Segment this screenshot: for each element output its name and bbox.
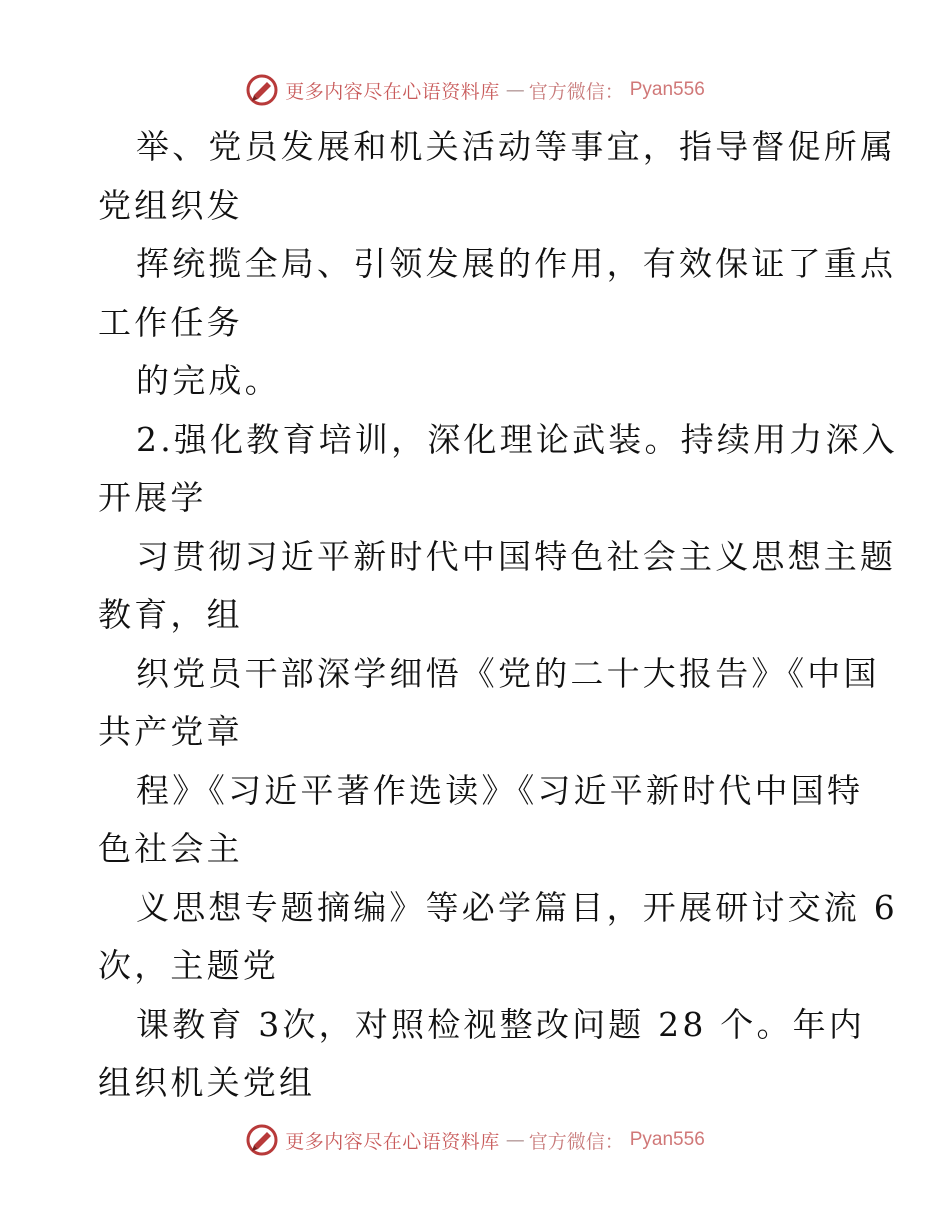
body-line: 举、党员发展和机关活动等事宜，指导督促所属 [136,127,897,166]
header-watermark-banner [0,72,950,108]
book-pen-logo-icon [245,73,279,107]
body-line: 课教育 3次，对照检视整改问题 28 个。年内 [136,1004,866,1044]
body-line: 的完成。 [136,361,281,400]
wechat-id: Pyan556 [629,79,705,100]
body-line: 习贯彻习近平新时代中国特色社会主义思想主题 [136,536,897,576]
body-line: 共产党章 [98,712,243,751]
wechat-label: 官方微信： [528,80,624,103]
body-line: 党组织发 [98,185,243,225]
body-line: 教育，组 [98,595,243,634]
site-name-text: 更多内容尽在心语资料库 [285,1130,500,1153]
book-pen-logo-icon [245,1123,279,1157]
body-line: 开展学 [98,478,207,517]
body-line: 程》《习近平著作选读》《习近平新时代中国特 [136,770,864,810]
banner-separator: — [505,1129,523,1151]
body-line: 色社会主 [98,829,243,868]
body-line: 义思想专题摘编》等必学篇目，开展研讨交流 6 [136,887,898,927]
body-line: 织党员干部深学细悟《党的二十大报告》《中国 [136,653,880,693]
body-line: 工作任务 [98,302,243,342]
footer-watermark-banner [0,1122,950,1158]
wechat-label: 官方微信： [528,1130,624,1153]
site-name-text: 更多内容尽在心语资料库 [285,80,500,103]
body-line: 次，主题党 [98,946,279,985]
body-line: 2.强化教育培训，深化理论武装。持续用力深入 [136,419,898,459]
banner-separator: — [505,79,523,101]
body-line: 组织机关党组 [98,1063,316,1102]
body-line: 挥统揽全局、引领发展的作用，有效保证了重点 [136,244,897,283]
document-body [98,118,898,1113]
wechat-id: Pyan556 [629,1129,705,1150]
